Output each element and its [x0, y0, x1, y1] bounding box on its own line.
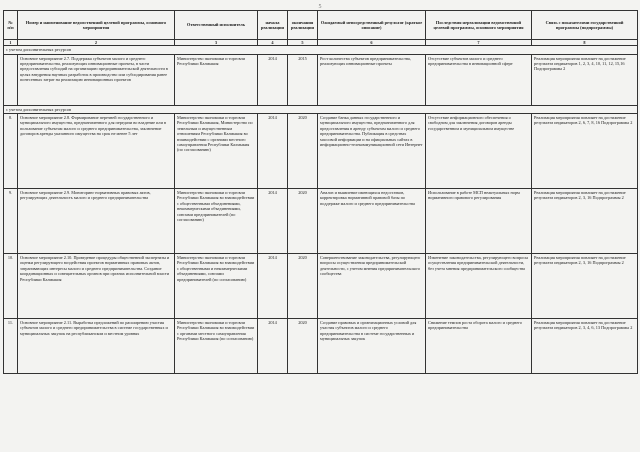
row-consequences: Отсутствие субъектов малого и среднего предпринимательства в инновационной сфере [426, 54, 532, 105]
table-header-row [4, 11, 638, 40]
row-consequences: Снижение темпов роста оборота малого и среднего предпринимательства [426, 319, 532, 374]
row-end: 2020 [288, 319, 318, 374]
section-row [4, 46, 638, 54]
row-link: Реализация мероприятия повлияет на достижение результата индикаторов 2, 6, 7, 8, 16 Подпрограммы 2 [532, 114, 638, 189]
row-name: Основное мероприятие 2.11. Выработка предложений по расширению участия субъектов малого и среднего предпринимательства в системе государственных и муниципальных закупок на республиканском и местном уровнях [18, 319, 175, 374]
row-start: 2014 [258, 114, 288, 189]
row-link: Реализация мероприятия повлияет на достижение результата индикаторов 2, 3, 16 Подпрограммы 2 [532, 254, 638, 319]
header-result: Ожидаемый непосредственный результат (краткое описание) [318, 11, 426, 40]
table-row [4, 114, 638, 189]
page-number: 5 [318, 4, 322, 10]
row-start: 2014 [258, 189, 288, 254]
row-executor: Министерство экономики и торговли Республики Калмыкия во взаимодействии с общественными объединениями, некоммерческими объединениями, союзами предпринимателей (по согласованию) [175, 189, 258, 254]
header-name: Номер и наименование ведомственной целевой программы, основного мероприятия [18, 11, 175, 40]
row-name: Основное мероприятие 2.8. Формирование перечней государственного и муниципального имущества, предназначенного для передачи во владение или в пользование субъектам малого и среднего предпринимательства, заключение договоров аренды указанного имущества на срок не менее 5 лет [18, 114, 175, 189]
row-executor: Министерство экономики и торговли Республики Калмыкия во взаимодействии с общественными и некоммерческими объединениями, союзами предпринимателей (по согласованию) [175, 254, 258, 319]
row-end: 2015 [288, 54, 318, 105]
row-name: Основное мероприятие 2.10. Проведение процедуры общественной экспертизы и оценки регулирующего воздействия проектов нормативных правовых актов, затрагивающих интересы малого и среднего предпринимательства. Создание координационных и совещательных органов при органах исполнительной власти Республики Калмыкия [18, 254, 175, 319]
column-number: 3 [175, 40, 258, 46]
column-number: 6 [318, 40, 426, 46]
row-name: Основное мероприятие 2.7. Поддержка субъектов малого и среднего предпринимательства, реализующих инновационные проекты, в части предоставления субсидий на организацию предпринимательской деятельности в целях внедрения научных разработок в производство или субсидирования ранее понесенных затрат на реализацию инновационных проектов [18, 54, 175, 105]
header-consequences: Последствия нереализации ведомственной целевой программы, основного мероприятия [426, 11, 532, 40]
row-result: Анализ и выявление имеющихся недостатков, корректировка нормативной правовой базы по поддержке малого и среднего предпринимательства [318, 189, 426, 254]
section-row [4, 105, 638, 113]
section-label: с учетом дополнительных ресурсов [4, 105, 638, 113]
column-number: 5 [288, 40, 318, 46]
header-end: окончания реализации [288, 11, 318, 40]
row-consequences: Отсутствие информационного обеспечения о свободном для заключения договоров аренды государственном и муниципальном имуществе [426, 114, 532, 189]
row-result: Совершенствование законодательства, регулирующего вопросы осуществления предпринимательской деятельности, с учетом мнения предпринимательского сообщества [318, 254, 426, 319]
column-number: 1 [4, 40, 18, 46]
row-consequences: Использование в работе МСП неактуальных норм нормативного правового регулирования [426, 189, 532, 254]
row-consequences: Изменение законодательства, регулирующего вопросы осуществления предпринимательской деятельности, без учета мнения предпринимательского сообщества [426, 254, 532, 319]
program-measures-table [3, 10, 638, 374]
table-row [4, 54, 638, 105]
row-num: 9. [4, 189, 18, 254]
row-link: Реализация мероприятия повлияет на достижение результата индикаторов 2, 3, 16 Подпрограммы 2 [532, 189, 638, 254]
row-name: Основное мероприятие 2.9. Мониторинг нормативных правовых актов, регулирующих деятельность малого и среднего предпринимательства [18, 189, 175, 254]
row-num: 11. [4, 319, 18, 374]
row-result: Создание правовых и организационных условий для участия субъектов малого и среднего предпринимательства в системе государственных и муниципальных закупок [318, 319, 426, 374]
row-executor: Министерство экономики и торговли Республики Калмыкия [175, 54, 258, 105]
row-result: Создание банка данных государственного и муниципального имущества, предназначенного для предоставления в аренду субъектам малого и среднего предпринимательства. Публикация в средствах массовой информации и на официальных сайтах в информационно-телекоммуникационной сети Интернет [318, 114, 426, 189]
column-number: 7 [426, 40, 532, 46]
column-number: 8 [532, 40, 638, 46]
row-executor: Министерство экономики и торговли Республики Калмыкия, Министерство по земельным и имущественным отношениям Республики Калмыкия во взаимодействии с органами местного самоуправления Республики Калмыкия (по согласованию) [175, 114, 258, 189]
column-number: 2 [18, 40, 175, 46]
row-end: 2020 [288, 189, 318, 254]
row-num: 10. [4, 254, 18, 319]
table-row [4, 189, 638, 254]
row-num: 8. [4, 114, 18, 189]
header-link: Связь с показателями государственной программы (подпрограммы) [532, 11, 638, 40]
row-start: 2014 [258, 54, 288, 105]
table-row [4, 254, 638, 319]
table-row [4, 319, 638, 374]
row-link: Реализация мероприятия повлияет на достижение результата индикаторов 2, 3, 4, 6, 13 Подпрограммы 2 [532, 319, 638, 374]
section-label: с учетом дополнительных ресурсов [4, 46, 638, 54]
header-executor: Ответственный исполнитель [175, 11, 258, 40]
row-link: Реализация мероприятия повлияет на достижение результата индикаторов 1, 2, 3, 4, 10, 11, 12, 15,16 Подпрограммы 2 [532, 54, 638, 105]
row-start: 2014 [258, 254, 288, 319]
row-executor: Министерство экономики и торговли Республики Калмыкия во взаимодействии с органами местного самоуправления Республики Калмыкия (по согласованию) [175, 319, 258, 374]
row-num [4, 54, 18, 105]
header-num: № п/п [4, 11, 18, 40]
row-end: 2020 [288, 114, 318, 189]
row-start: 2014 [258, 319, 288, 374]
column-number: 4 [258, 40, 288, 46]
row-result: Рост количества субъектов предпринимательства, реализующих инновационные проекты [318, 54, 426, 105]
row-end: 2020 [288, 254, 318, 319]
header-start: начала реализации [258, 11, 288, 40]
